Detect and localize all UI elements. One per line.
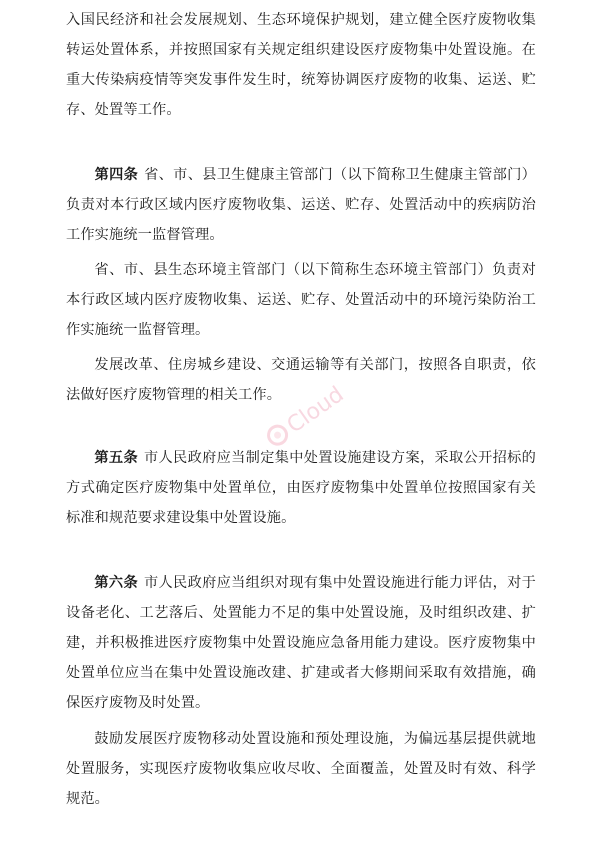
article-label: 第五条 [94, 450, 138, 466]
paragraph-text: 鼓励发展医疗废物移动处置设施和预处理设施，为偏远基层提供就地处置服务，实现医疗废物收集应收尽收、全面覆盖，处置及时有效、科学规范。 [66, 731, 536, 807]
paragraph-continued [66, 5, 536, 125]
article-4-paragraph-2 [66, 255, 536, 345]
article-label: 第六条 [94, 575, 138, 591]
article-5-paragraph [66, 443, 536, 533]
watermark-text: Cloud [282, 382, 349, 439]
article-4-paragraph-3 [66, 350, 536, 410]
paragraph-text: 发展改革、住房城乡建设、交通运输等有关部门，按照各自职责，依法做好医疗废物管理的相关工作。 [66, 357, 536, 403]
paragraph-text: 省、市、县生态环境主管部门（以下简称生态环境主管部门）负责对本行政区域内医疗废物收集、运送、贮存、处置活动中的环境污染防治工作实施统一监督管理。 [66, 262, 536, 338]
article-6-paragraph-2 [66, 724, 536, 814]
paragraph-text: 市人民政府应当制定集中处置设施建设方案，采取公开招标的方式确定医疗废物集中处置单位，由医疗废物集中处置单位按照国家有关标准和规范要求建设集中处置设施。 [66, 450, 537, 526]
paragraph-text: 省、市、县卫生健康主管部门（以下简称卫生健康主管部门）负责对本行政区域内医疗废物收集、运送、贮存、处置活动中的疾病防治工作实施统一监督管理。 [66, 167, 536, 243]
paragraph-text: 市人民政府应当组织对现有集中处置设施进行能力评估，对于设备老化、工艺落后、处置能力不足的集中处置设施，及时组织改建、扩建，并积极推进医疗废物集中处置设施应急备用能力建设。医疗废物集中处置单位应当在集中处置设施改建、扩建或者大修期间采取有效措施，确保医疗废物及时处置。 [66, 575, 537, 711]
article-4-paragraph [66, 160, 536, 250]
article-6-paragraph [66, 568, 536, 718]
article-label: 第四条 [94, 167, 139, 183]
paragraph-text: 入国民经济和社会发展规划、生态环境保护规划，建立健全医疗废物收集转运处置体系，并按照国家有关规定组织建设医疗废物集中处置设施。在重大传染病疫情等突发事件发生时，统筹协调医疗废物的收集、运送、贮存、处置等工作。 [66, 12, 536, 118]
